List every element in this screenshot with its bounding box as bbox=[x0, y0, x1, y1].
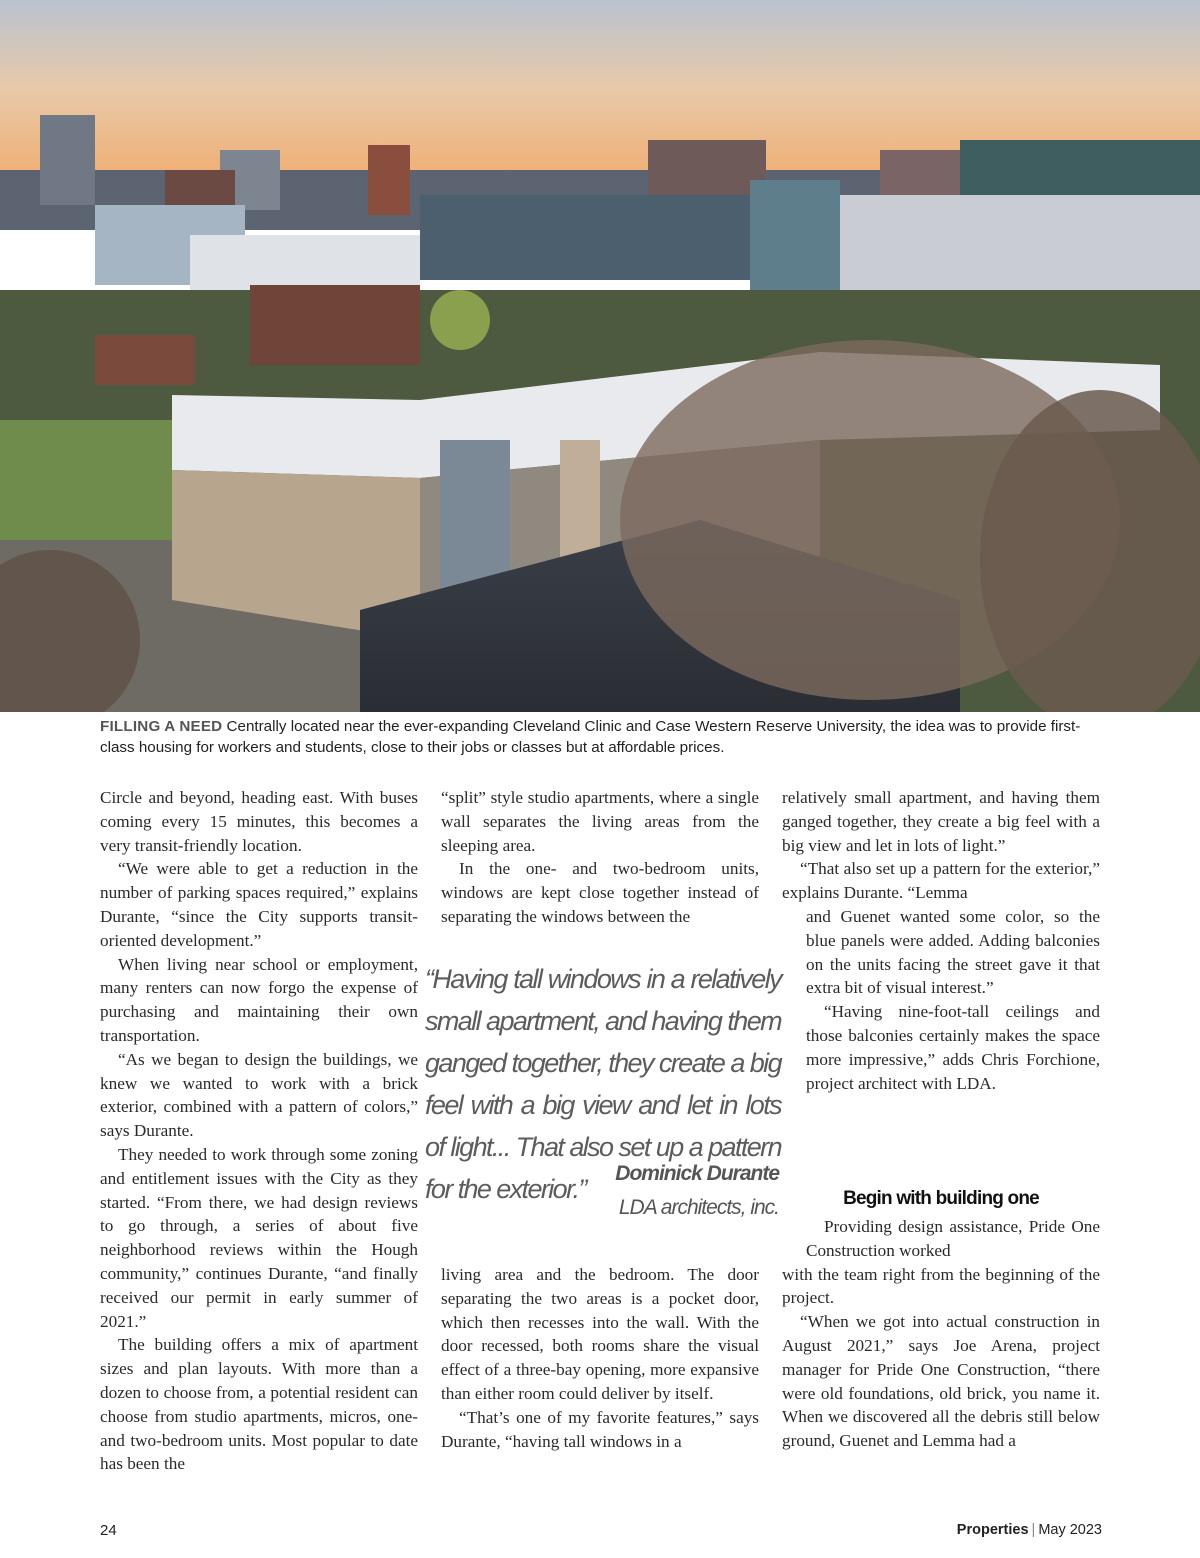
paragraph: “That also set up a pattern for the exterior,” explains Durante. “Lemma bbox=[782, 859, 1100, 903]
section-subhead: Begin with building one bbox=[843, 1188, 1039, 1209]
caption-text: Centrally located near the ever-expanding Cleveland Clinic and Case Western Reserve University, the idea was to provide first-class housing for workers and students, close to their jobs or classes but at affordable prices. bbox=[100, 718, 1081, 756]
footer-folio bbox=[957, 1522, 1102, 1538]
paragraph: “That’s one of my favorite features,” says Durante, “having tall windows in a bbox=[441, 1407, 759, 1451]
pull-quote-attribution-org: LDA architects, inc. bbox=[618, 1196, 779, 1219]
article-column-1 bbox=[100, 786, 418, 1476]
hero-photo bbox=[0, 0, 1200, 712]
paragraph: relatively small apartment, and having them ganged together, they create a big feel with a big view and let in lots of light.” bbox=[782, 788, 1100, 855]
aerial-city-photo-icon bbox=[0, 0, 1200, 712]
photo-caption bbox=[100, 716, 1110, 758]
article-column-3-bottom bbox=[782, 1215, 1100, 1453]
article-column-2-top bbox=[441, 786, 759, 929]
paragraph: They needed to work through some zoning and entitlement issues with the City as they started. “From there, we had design reviews to go through, a series of about five neighborhood reviews within the Hough community,” continues Durante, “and finally received our permit in early summer of 2021.” bbox=[100, 1144, 418, 1331]
issue-date: May 2023 bbox=[1038, 1522, 1102, 1538]
column-inset-block bbox=[782, 1215, 1100, 1263]
column-inset-block bbox=[782, 905, 1100, 1095]
magazine-name: Properties bbox=[956, 1522, 1029, 1538]
paragraph: In the one- and two-bedroom units, windows are kept close together instead of separating the windows between the bbox=[441, 859, 759, 926]
paragraph: “Having nine-foot-tall ceilings and those balconies certainly makes the space more impressive,” adds Chris Forchione, project architect with LDA. bbox=[806, 1002, 1100, 1093]
folio-separator: | bbox=[1031, 1522, 1036, 1538]
paragraph: “As we began to design the buildings, we knew we wanted to work with a brick exterior, combined with a pattern of colors,” says Durante. bbox=[100, 1049, 418, 1141]
caption-kicker: FILLING A NEED bbox=[100, 718, 223, 735]
paragraph: When living near school or employment, many renters can now forgo the expense of purchasing and maintaining their own transportation. bbox=[100, 954, 418, 1045]
article-column-2-bottom bbox=[441, 1263, 759, 1453]
paragraph: Circle and beyond, heading east. With buses coming every 15 minutes, this becomes a very transit-friendly location. bbox=[100, 788, 418, 855]
paragraph: Providing design assistance, Pride One Construction worked bbox=[806, 1217, 1100, 1260]
page-number: 24 bbox=[100, 1522, 117, 1539]
article-column-3 bbox=[782, 786, 1100, 1095]
paragraph: The building offers a mix of apartment sizes and plan layouts. With more than a dozen to choose from, a potential resident can choose from studio apartments, micros, one- and two-bedroom units. Most popular to date has been the bbox=[100, 1335, 418, 1474]
paragraph: and Guenet wanted some color, so the blue panels were added. Adding balconies on the units facing the street gave it that extra bit of visual interest.” bbox=[806, 906, 1100, 998]
paragraph: living area and the bedroom. The door separating the two areas is a pocket door, which then recesses into the wall. With the door recessed, both rooms share the visual effect of a three-bay opening, more expansive than either room could deliver by itself. bbox=[441, 1265, 759, 1403]
paragraph: with the team right from the beginning of the project. bbox=[782, 1264, 1100, 1308]
paragraph: “We were able to get a reduction in the number of parking spaces required,” explains Durante, “since the City supports transit-oriented development.” bbox=[100, 859, 418, 950]
pull-quote-attribution-name: Dominick Durante bbox=[615, 1162, 779, 1185]
pull-quote: “Having tall windows in a relatively small apartment, and having them ganged together, they create a big feel with a big view and let in lots of light... That also set up a pattern for the exterior.” bbox=[425, 964, 781, 1204]
paragraph: “split” style studio apartments, where a single wall separates the living areas from the sleeping area. bbox=[441, 788, 759, 855]
paragraph: “When we got into actual construction in August 2021,” says Joe Arena, project manager for Pride One Construction, “there were old foundations, old brick, you name it. When we discovered all the debris still below ground, Guenet and Lemma had a bbox=[782, 1312, 1100, 1451]
